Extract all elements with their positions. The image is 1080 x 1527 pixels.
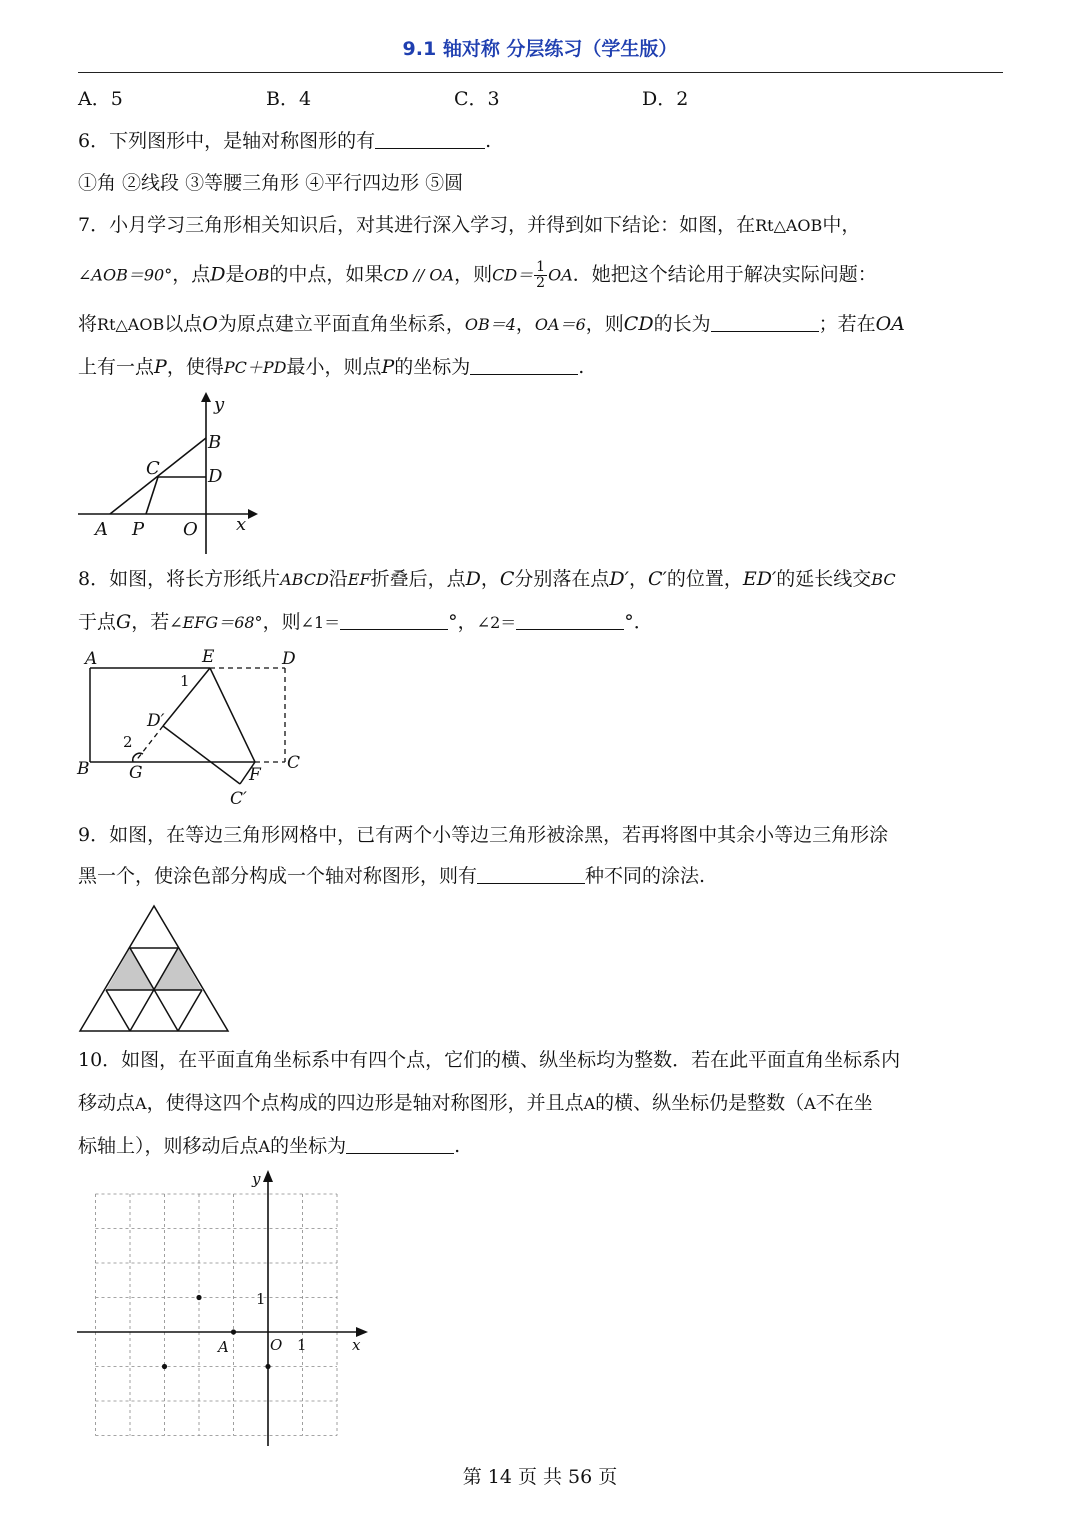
plotted-point	[265, 1364, 270, 1369]
q7-point-d: D	[210, 263, 226, 286]
q7-oa: OA	[548, 265, 573, 285]
q7-cd-eq: CD＝	[492, 265, 534, 285]
q7-t: 的中点，如果	[269, 263, 384, 286]
q7-t: 将	[78, 313, 98, 335]
q7-pc-pd: PC＋PD	[223, 358, 287, 377]
q8-figure	[75, 646, 315, 809]
q8-bc: BC	[871, 570, 896, 589]
shaded-triangle-left	[106, 948, 154, 990]
label-cprime: C′	[230, 789, 247, 809]
q8-t: °．	[624, 611, 653, 633]
q6-end: .	[485, 130, 492, 152]
label-o: O	[270, 1336, 283, 1354]
q10-t: ，使得这四个点构成的四边形是轴对称图形，并且点	[146, 1092, 584, 1114]
fraction-numerator: 1	[536, 259, 546, 275]
q8-angle-2: ∠2＝	[476, 613, 517, 632]
q7-point-p: P	[154, 356, 167, 378]
q7-t: 上有一点	[78, 356, 155, 378]
q10-line-1: 10．如图，在平面直角坐标系中有四个点，它们的横、纵坐标均为整数．若在此平面直角坐标系内	[78, 1049, 901, 1071]
option-a: A．5	[78, 88, 123, 110]
q8-c: C	[499, 568, 515, 590]
q7-cd-parallel-oa: CD // OA	[383, 265, 455, 285]
q7-figure	[70, 392, 270, 562]
label-x: x	[352, 1336, 361, 1354]
q10-point-a: A	[135, 1094, 147, 1113]
page-header: 9.1 轴对称 分层练习（学生版）	[402, 38, 678, 60]
q9-t: 黑一个，使涂色部分构成一个轴对称图形，则有	[78, 865, 478, 887]
q8-angle-1: ∠1＝	[300, 613, 341, 632]
q7-t: ，则	[454, 263, 493, 286]
label-f: F	[249, 765, 261, 785]
q7-ob: OB	[244, 265, 270, 285]
q8-t: 折叠后，点	[370, 568, 466, 590]
q7-point-o: O	[202, 313, 218, 335]
q10-point-a: A	[804, 1094, 816, 1113]
q6-text: 6．下列图形中，是轴对称图形的有	[78, 130, 376, 152]
label-c: C	[287, 753, 301, 773]
q7-t: ．她把这个结论用于解决实际问题：	[572, 263, 877, 286]
q7-t: 是	[225, 263, 245, 286]
x-axis-arrow	[248, 509, 258, 519]
q8-t: ，则	[262, 611, 301, 633]
label-x: x	[236, 514, 247, 535]
q7-t: ，使得	[166, 356, 224, 378]
q8-t: 的延长线交	[776, 568, 872, 590]
question-6	[78, 128, 491, 154]
q7-math-rt-aob: Rt△AOB	[755, 216, 823, 235]
q7-line-4	[78, 354, 584, 381]
q7-t: ；若在	[818, 313, 876, 335]
q7-t: 为原点建立平面直角坐标系，	[217, 313, 465, 335]
fraction-denominator: 2	[536, 275, 546, 291]
q7-t: ，则	[585, 313, 624, 335]
q10-answer-blank[interactable]	[346, 1135, 454, 1154]
q7-line-1	[78, 212, 860, 239]
label-e: E	[202, 647, 215, 667]
page-footer: 第 14 页 共 56 页	[462, 1466, 618, 1488]
q7-point-p: P	[381, 356, 395, 378]
option-b: B．4	[266, 88, 312, 110]
q7-line-2	[78, 260, 877, 291]
q7-oa: OA	[875, 313, 905, 335]
q10-point-a: A	[258, 1137, 271, 1156]
label-a: A	[95, 519, 108, 540]
label-c: C	[146, 458, 160, 479]
q8-answer-blank-1[interactable]	[340, 611, 448, 630]
q8-t: ，	[480, 568, 500, 590]
q8-cprime: C′	[647, 568, 667, 590]
y-axis-arrow	[263, 1170, 273, 1182]
label-y-unit: 1	[256, 1290, 266, 1308]
q7-t: 最小，则点	[286, 356, 382, 378]
q8-t: 于点	[78, 611, 117, 633]
q8-t: 沿	[328, 568, 348, 590]
q8-d: D	[465, 568, 481, 590]
q10-point-a: A	[583, 1094, 596, 1113]
q7-t: 的坐标为	[394, 356, 471, 378]
label-angle-1: 1	[180, 672, 190, 690]
q7-t: 以点	[164, 313, 203, 335]
segment-dprime-cprime	[163, 726, 240, 784]
q10-coordinate-grid	[72, 1168, 372, 1448]
q8-line-2	[78, 609, 653, 636]
q8-angle-efg: ∠EFG＝68°	[169, 613, 263, 632]
header-rule	[78, 72, 1003, 73]
q7-answer-blank-2[interactable]	[470, 356, 578, 375]
q7-t: ，	[515, 313, 535, 335]
fold-ef	[210, 668, 255, 762]
q8-t: 的位置，	[666, 568, 743, 590]
q7-rt-aob: Rt△AOB	[97, 315, 165, 334]
q7-text-1-end: 中，	[822, 214, 861, 236]
option-d: D．2	[642, 88, 689, 110]
label-d: D	[208, 466, 223, 487]
label-b: B	[208, 432, 222, 453]
q8-t: 8．如图，将长方形纸片	[78, 568, 281, 590]
q9-answer-blank[interactable]	[477, 865, 585, 884]
q10-t: 不在坐	[815, 1092, 873, 1114]
q8-line-1	[78, 566, 896, 593]
q8-g: G	[116, 611, 132, 633]
q10-t: 标轴上），则移动后点	[78, 1135, 259, 1157]
q8-t: 分别落在点	[514, 568, 610, 590]
q10-line-2	[78, 1090, 873, 1117]
q8-ef: EF	[347, 570, 371, 589]
q7-answer-blank-1[interactable]	[711, 313, 819, 332]
dashed-extension	[135, 726, 163, 762]
q9-line-1: 9．如图，在等边三角形网格中，已有两个小等边三角形被涂黑，若再将图中其余小等边三角形涂	[78, 824, 889, 846]
q9-triangle-grid	[78, 904, 238, 1034]
grid-line	[106, 990, 130, 1031]
label-y: y	[214, 394, 225, 415]
option-c: C．3	[454, 88, 500, 110]
label-o: O	[183, 519, 198, 540]
q8-edprime: ED′	[742, 568, 777, 590]
q7-angle-aob: ∠AOB＝90°	[78, 265, 173, 285]
label-y: y	[252, 1170, 261, 1188]
label-dprime: D′	[147, 711, 165, 731]
grid-line	[178, 990, 202, 1031]
q8-answer-blank-2[interactable]	[516, 611, 624, 630]
q10-t: .	[454, 1135, 461, 1157]
q10-t: 的坐标为	[270, 1135, 347, 1157]
q8-t: °，	[448, 611, 477, 633]
q7-t: ，点	[172, 263, 211, 286]
q8-t: ，若	[131, 611, 170, 633]
q9-t: 种不同的涂法.	[585, 865, 706, 887]
q10-t: 移动点	[78, 1092, 136, 1114]
outer-triangle	[80, 906, 228, 1031]
q7-ob-value: OB＝4	[464, 315, 516, 334]
label-angle-2: 2	[123, 733, 133, 751]
q6-answer-blank[interactable]	[375, 130, 485, 149]
label-a: A	[218, 1338, 229, 1356]
q8-t: ，	[628, 568, 648, 590]
q7-cd: CD	[623, 313, 654, 335]
y-axis-arrow	[201, 392, 211, 402]
q7-line-3	[78, 311, 905, 338]
q7-fraction-half	[534, 260, 547, 291]
q8-dprime: D′	[609, 568, 629, 590]
plotted-point	[196, 1295, 201, 1300]
label-d: D	[282, 649, 296, 669]
q9-line-2	[78, 863, 705, 889]
label-p: P	[132, 519, 145, 540]
shaded-triangle-right	[154, 948, 202, 990]
label-a: A	[85, 649, 98, 669]
q7-oa-value: OA＝6	[534, 315, 586, 334]
q10-t: 的横、纵坐标仍是整数（	[595, 1092, 805, 1114]
q7-text-1: 7．小月学习三角形相关知识后，对其进行深入学习，并得到如下结论：如图，在	[78, 214, 756, 236]
label-x-unit: 1	[297, 1336, 307, 1354]
q6-choices: ①角 ②线段 ③等腰三角形 ④平行四边形 ⑤圆	[78, 172, 464, 194]
segment-cp	[146, 477, 158, 514]
point-a	[231, 1329, 236, 1334]
label-g: G	[129, 763, 143, 783]
q7-t: .	[578, 356, 585, 378]
label-b: B	[77, 759, 90, 779]
q8-abcd: ABCD	[280, 570, 329, 589]
q10-line-3	[78, 1133, 460, 1160]
plotted-point	[162, 1364, 167, 1369]
q7-t: 的长为	[653, 313, 711, 335]
